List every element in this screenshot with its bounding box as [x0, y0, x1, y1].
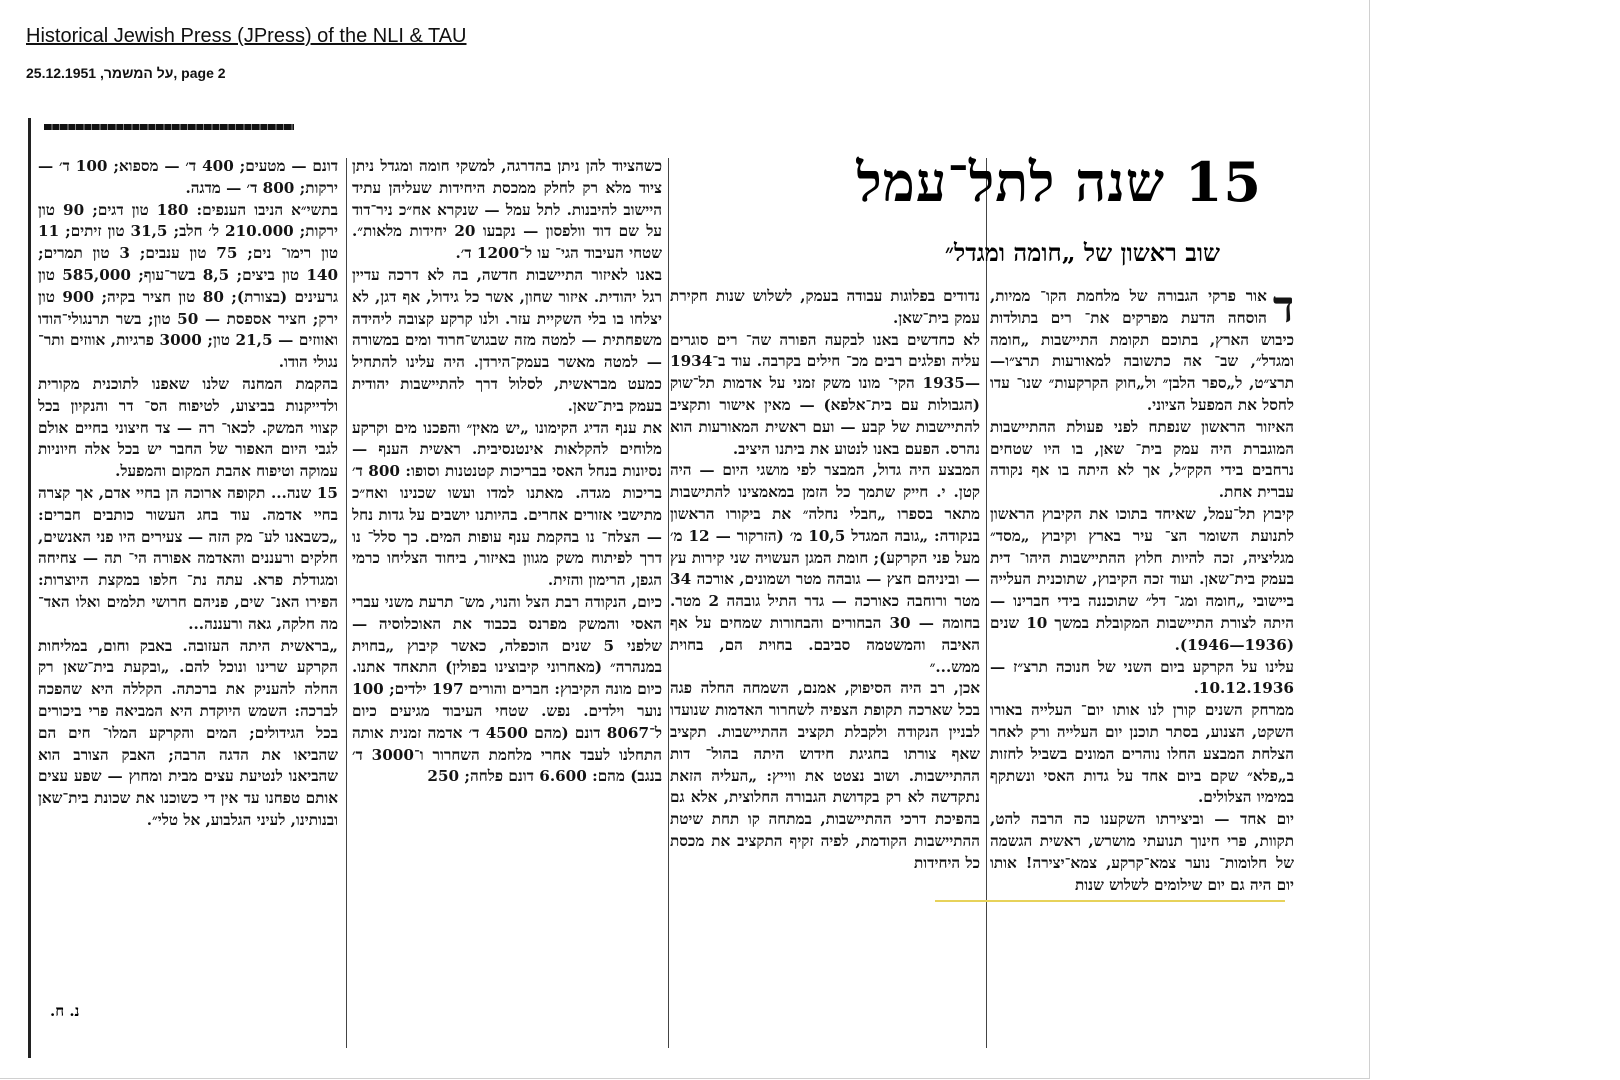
- article-column-3: [352, 156, 662, 1034]
- newspaper-scan: [40, 118, 1354, 1058]
- highlight-underline: [935, 900, 1285, 902]
- article-subheadline: שוב ראשון של „חומה ומגדל״: [944, 238, 1220, 267]
- paragraph: אור פרקי הגבורה של מלחמת הקו־ ממיות, הוסחה הדעת מפרקים את־ רים בתולדות כיבוש הארץ, בתוכם תקומת התיישבות „חומה ומגדל״, שב־ אה כתשובה למאורעות תרצ״ו—תרצ״ט, ל„ספר הלבן״ ול„חוק הקרקעות״ שנו־ עדו לחסל את המפעל הציוני.: [990, 287, 1294, 414]
- paragraph: דונם — מטעים; 400 ד׳ — מספוא; 100 ד׳ — ירקות; 800 ד׳ — מדגה.: [38, 157, 338, 197]
- article-column-4: [38, 156, 338, 1016]
- paragraph: בהקמת המחנה שלנו שאפנו לתוכנית מקורית ולדייקנות בביצוע, לטיפוח הס־ דר והנקיון בכל קצווי המשק. לכאו־ רה — צד חיצוני בחיים אולם לגבי היום האפור של החבר יש בכל אלה חיוניות עמוקה וטיפוח אהבת המקום והמפעל.: [38, 374, 338, 481]
- article-signature: נ. ח.: [50, 1002, 80, 1020]
- paragraph: יום אחד — וביצירתו השקענו כה הרבה להט, תקוות, פרי חינוך תנועתי מושרש, ראשית הגשמה של חלומות־ נוער צמא־קרקע, צמא־יצירה! אותו יום היה גם יום שילומים לשלוש שנות: [990, 810, 1294, 894]
- scan-top-rule: [44, 124, 294, 130]
- issue-line: על המשמר, 25.12.1951, page 2: [26, 65, 226, 81]
- paragraph: כיום, הנקודה רבת הצל והנוי, מש־ תרעת משני עברי האסי והמשק מפרנס בכבוד את האוכלוסיה — שלפני 5 שנים הוכפלה, כאשר קיבוץ „בחוית במנהרה״ (מאחרוני קיבוצינו בפולין) התאחד אתנו. כיום מונה הקיבוץ: חברים והורים 197 ילדים; 100 נוער וילדים. נפש. שטחי העיבוד מגיעים כיום ל־8067 דונם (מהם 4500 ד׳ אדמה זמנית אותה התחלנו לעבד אחרי מלחמת השחרור ו־3000 ד׳ בנגב) מהם: 6.600 דונם פלחה; 250: [352, 592, 662, 786]
- article-headline: 15 שנה לתל־עמל: [856, 150, 1262, 214]
- paragraph: 15 שנה... תקופה ארוכה הן בחיי אדם, אך קצרה בחיי אדמה. עוד בחג העשור כותבים חברים: „כשבאנו לע־ מק הזה — צעירים היו פני האנשים, חלקים ורעננים והאדמה אפורה הי־ תה — צחיחה ומגודלת פרא. עתה נת־ חלפו במקצת היוצרות: הפירו האנ־ שים, פניהם חרושי תלמים ואלו האד־ מה חלקה, גאה ורעננה...: [38, 483, 338, 633]
- paragraph: המבצע היה גדול, המבצר לפי מושגי היום — היה קטן. י. חייק שתמך כל הזמן במאמצינו להתישבות מתאר בספרו „חבלי נחלה״ את ביקורו הראשון בנקודה: „גובה המגדל 10,5 מ׳ (הזרקור — 12 מ׳ מעל פני הקרקע); חומת המגן העשויה שני קירות עץ — וביניהם חצץ — גובהה מטר ושמונים, אורכה 34 מטר ורוחבה כאורכה — גדר התיל גובהה 2 מטר. בחומה — 30 הבחורים והבחורות שמחים על אף האיבה והמשטמה סביבם. בחוית הם, בחוית ממש...״: [670, 461, 980, 676]
- paragraph: את ענף הדיג הקימונו „יש מאין״ והפכנו מים וקרקע מלוחים להקלאות אינטנסיבית. ראשית הענף — נסיונות בנחל האסי בבריכות קטנטנות וסופו: 800 ד׳ בריכות מגדה. מאתנו למדו ועשו שכנינו ואח״כ מתישבי אזורים אחרים. בהיותנו יושבים על גדות נחל — הצלח־ נו בהקמת ענף עופות המים. כך סלל־ נו דרך לפיתוח משק מגוון באיזור, ביחוד הצליחו כרמי הגפן, הרימון והזית.: [352, 418, 662, 590]
- paragraph: בתשי״א הניבו הענפים: 180 טון דגים; 90 טון ירקות; 210.000 ל׳ חלב; 31,5 טון זיתים; 11 טון רימו־ נים; 75 טון ענבים; 3 טון תמרים; 140 טון ביצים; 8,5 בשר־עוף; 585,000 טון גרעינים (בצורת); 80 טון חציר בקיה; 900 טון ירק; חציר אספסת — 50 טון; בשר תרנגולי־הודו ואווזים — 21,5 טון; 3000 פרגיות, אווזים ותר־ נגולי הודו.: [38, 200, 338, 372]
- drop-cap: ד: [1272, 286, 1294, 333]
- source-link[interactable]: Historical Jewish Press (JPress) of the NLI & TAU: [26, 25, 467, 47]
- paragraph: האיזור הראשון שנפתח לפני פעולת ההתיישבות המוגברת היה עמק בית־ שאן, בו היו שטחים נרחבים בידי הקק״ל, אך לא היתה בו אף נקודה עברית אחת.: [990, 417, 1294, 502]
- article-column-1: [990, 286, 1294, 1026]
- column-divider: [668, 158, 669, 1048]
- paragraph: כשהציוד להן ניתן בהדרגה, למשקי חומה ומגדל ניתן ציוד מלא רק לחלק ממכסת היחידות שעליהן עתיד היישוב להיבנות. לתל עמל — שנקרא אח״כ ניר־דוד על שם דוד וולפסון — נקבעו 20 יחידות מלאות״. שטחי העיבוד הגי־ עו ל־1200 ד׳.: [352, 157, 662, 263]
- paragraph: נדודים בפלוגות עבודה בעמק, לשלוש שנות חקירת עמק בית־שאן.: [670, 287, 980, 327]
- paragraph: ממרחק השנים קורן לנו אותו יום־ העלייה באורו השקט, הצנוע, בסתר תוכנן יום העלייה ורק לאחר הצלחת המבצע החלו נוהרים המונים בשביל לחזות ב„פלא״ שקם ביום אחד על גדות האסי ונשתקף במימיו הצלולים.: [990, 701, 1294, 807]
- paragraph: „בראשית היתה העזובה. באבק וחום, במליחות הקרקע שרינו ונוכל להם. „ובקעת בית־שאן רק החלה להעניק את ברכתה. הקללה היא שהפכה לברכה: השמש היוקדת היא המביאה פרי ביכורים בכל הגידולים; המים והקרקע המלו־ חים הם שהביאו את הדגה הרבה; האבק הצורב הוא שהביאנו לנטיעת עצים מבית ומחוץ — שפע עצים אותם טפחנו עד אין די כשוכנו את שכונת בית־שאן ובנותינו, לעיני הגלבוע, אל טלי״.: [38, 636, 338, 829]
- paragraph: באנו לאיזור התיישבות חדשה, בה לא דרכה עדיין רגל יהודית. איזור שחון, אשר כל גידול, אף דגן, לא יצלחו בו בלי השקיית עזר. ולנו קרקע קצובה ליהידה משפחתית — למטה מזה שבגוש־חרוד ומים במשורה — למטה מאשר בעמק־הירדן. היה עלינו להתחיל כמעט מבראשית, לסלול דרך להתיישבות יהודית בעמק בית־שאן.: [352, 265, 662, 415]
- paragraph: אכן, רב היה הסיפוק, אמנם, השמחה החלה פגה בכל שארכה תקופת הצפיה לשחרור האדמות שנועדו לבניין הנקודה ולקבלת תקציב ההתיישבות. תקציב שאף צורתו בחגיגת חידוש היתה בהול־ דות ההתיישבות. ושוב נצטט את ווייץ: „העליה הזאת נתקדשה לא רק בקדושת הגבורה החלוצית, אלא גם בהפיכת דרכי ההתיישבות, במתחה קו תחת שיטת ההתיישבות הקודמת, לפיה זקיף התקציב את מכסת כל היחידות: [670, 679, 980, 872]
- scan-left-rule: [28, 118, 31, 1058]
- paragraph: קיבוץ תל־עמל, שאיחד בתוכו את הקיבוץ הראשון לתנועת השומר הצ־ עיר בארץ וקיבוץ „מסד״ מגליציה, זכה להיות חלוץ ההתיישבות היהו־ דית בעמק בית־שאן. ועוד זכה הקיבוץ, שתוכנית העלייה ביישובי „חומה ומג־ דל״ שתוכננה בידי חברינו — היתה לצורת התיישבות המקובלת במשך 10 שנים (1936—1946).: [990, 504, 1294, 654]
- paragraph: לא כחדשים באנו לבקעה הפורה שה־ רים סוגרים עליה ופלגים רבים מכ־ חילים בקרבה. עוד ב־1934—1935 הקי־ מונו משק זמני על אדמות תל־שוק (הגבולות עם בית־אלפא) — מאין אישור ותקציב להתיישבות של קבע — ועם ראשית המאורעות הוא נהרס. הפעם באנו לנטוע את ביתנו היציב.: [670, 330, 980, 458]
- article-column-2: [670, 286, 980, 1026]
- column-divider: [346, 158, 347, 1048]
- paragraph: עלינו על הקרקע ביום השני של חנוכה תרצ״ז — 10.12.1936.: [990, 657, 1294, 698]
- column-divider: [986, 158, 987, 1048]
